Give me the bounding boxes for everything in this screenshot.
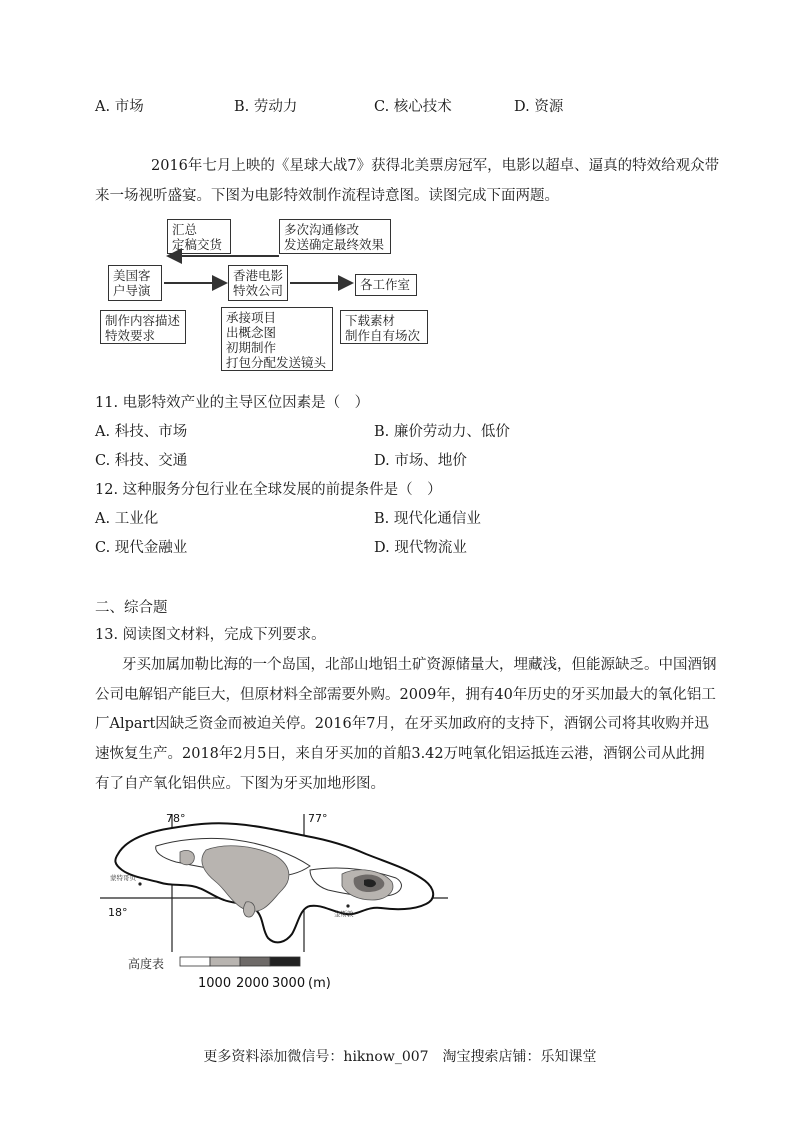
q13-para-line-3: 厂Alpart因缺乏资金而被迫关停。2016年7月，在牙买加政府的支持下，酒钢公司将其收购并迅	[95, 716, 709, 732]
flow-text: 各工作室	[360, 277, 411, 292]
flow-text: 发送确定最终效果	[284, 237, 385, 252]
legend-swatch-2000	[240, 957, 270, 966]
q11-option-a: A. 科技、市场	[95, 424, 188, 440]
q13-para-line-1: 牙买加属加勒比海的一个岛国，北部山地铝土矿资源储量大，埋藏浅，但能源缺乏。中国酒钢	[122, 657, 717, 673]
q12-option-c: C. 现代金融业	[95, 540, 188, 556]
flow-text: 承接项目	[226, 310, 277, 325]
q13-stem: 13. 阅读图文材料，完成下列要求。	[95, 627, 326, 643]
relief-1000m-small	[180, 850, 194, 864]
q11-stem: 11. 电影特效产业的主导区位因素是（ ）	[95, 395, 370, 411]
city-label-west: 蒙特哥贝	[110, 874, 136, 882]
intro-line-2: 来一场视听盛宴。下图为电影特效制作流程诗意图。读图完成下面两题。	[95, 188, 559, 204]
q12-option-d: D. 现代物流业	[374, 540, 467, 556]
legend-tick-3000: 3000	[272, 976, 306, 991]
flow-text: 下载素材	[345, 313, 396, 328]
flow-text: 汇总	[172, 222, 198, 237]
flow-text: 出概念图	[226, 325, 277, 340]
legend-label: 高度表	[128, 957, 165, 971]
flow-text: 多次沟通修改	[284, 222, 360, 237]
jamaica-map	[96, 806, 476, 996]
flow-text: 美国客	[113, 268, 151, 283]
q13-para-line-4: 速恢复生产。2018年2月5日，来自牙买加的首船3.42万吨氧化铝运抵连云港，酒钢公司从此拥	[95, 746, 705, 762]
legend-unit: (m)	[308, 976, 331, 991]
legend-swatch-3000	[270, 957, 300, 966]
footer-text: 更多资料添加微信号：hiknow_007 淘宝搜索店铺：乐知课堂	[203, 1049, 597, 1065]
intro-line-1: 2016年七月上映的《星球大战7》获得北美票房冠军，电影以超卓、逼真的特效给观众带	[151, 158, 720, 174]
flow-text: 特效公司	[233, 283, 284, 298]
flow-text: 制作内容描述	[105, 313, 181, 328]
flow-arrows	[0, 0, 800, 400]
relief-1000m-south	[244, 902, 255, 917]
elevation-legend	[180, 957, 300, 966]
q12-option-a: A. 工业化	[95, 511, 159, 527]
q11-option-d: D. 市场、地价	[374, 453, 467, 469]
q10-option-d: D. 资源	[514, 99, 564, 115]
q10-option-a: A. 市场	[95, 99, 144, 115]
latitude-label-18: 18°	[108, 906, 128, 919]
legend-tick-1000: 1000	[198, 976, 232, 991]
q10-option-c: C. 核心技术	[374, 99, 452, 115]
flow-text: 打包分配发送镜头	[226, 355, 327, 370]
q11-option-c: C. 科技、交通	[95, 453, 188, 469]
city-dot-west	[138, 882, 141, 885]
flow-text: 制作自有场次	[345, 328, 421, 343]
flow-text: 初期制作	[226, 340, 277, 355]
legend-swatch-0	[180, 957, 210, 966]
longitude-label-77: 77°	[308, 812, 328, 825]
section-title: 二、综合题	[95, 600, 168, 616]
longitude-label-78: 78°	[166, 812, 186, 825]
q12-stem: 12. 这种服务分包行业在全球发展的前提条件是（ ）	[95, 482, 442, 498]
q10-option-b: B. 劳动力	[234, 99, 298, 115]
flow-text: 特效要求	[105, 328, 156, 343]
flow-text: 户导演	[113, 283, 151, 298]
flow-text: 香港电影	[233, 268, 284, 283]
legend-tick-2000: 2000	[236, 976, 270, 991]
legend-swatch-1000	[210, 957, 240, 966]
q13-para-line-5: 有了自产氧化铝供应。下图为牙买加地形图。	[95, 776, 385, 792]
q11-option-b: B. 廉价劳动力、低价	[374, 424, 510, 440]
q13-para-line-2: 公司电解铝产能巨大，但原材料全部需要外购。2009年，拥有40年历史的牙买加最大的氧化铝工	[95, 687, 716, 703]
city-label-east: 金斯敦	[334, 910, 354, 918]
city-dot-east	[346, 904, 349, 907]
flow-text: 定稿交货	[172, 237, 223, 252]
q12-option-b: B. 现代化通信业	[374, 511, 481, 527]
